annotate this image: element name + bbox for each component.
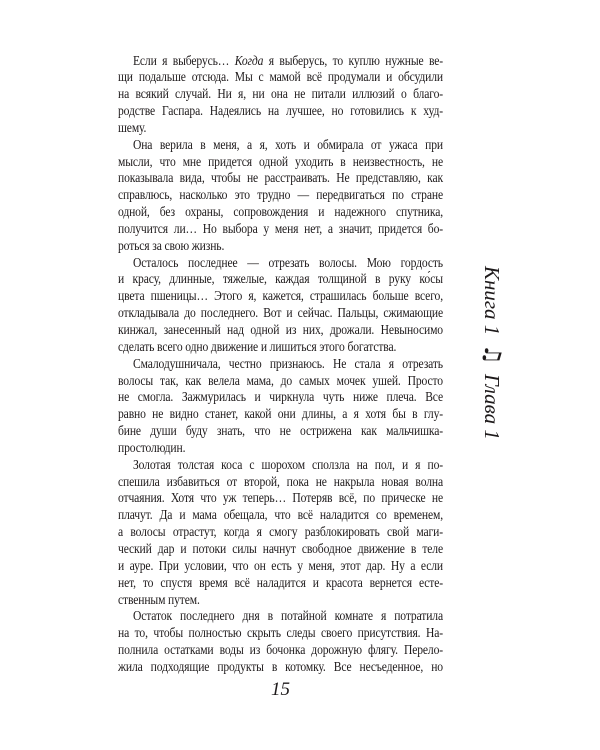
text-line: Она верила в меня, а я, хоть и обмирала от ужаса при — [132, 136, 443, 152]
text-line: а волосы отрастут, когда я смогу разблокировать свой маги- — [118, 524, 443, 540]
text-line: кинжал, занесенный над одной из них, дрожали. Невыносимо — [118, 322, 443, 337]
text-line: цвета пшеницы… Этого я, кажется, страшилась больше всего, — [118, 288, 443, 304]
music-note-icon — [480, 344, 504, 365]
text-block — [118, 53, 443, 676]
paragraph-6 — [118, 608, 443, 675]
text-line: плачут. Да и мама обещала, что всё наладится со временем, — [118, 507, 443, 523]
text-line: роться за свою жизнь. — [118, 237, 225, 253]
text-line: и ауре. При условии, что он есть у меня, этот дар. Ну а если — [118, 557, 443, 573]
text-line: получится ли… Но выбора у меня нет, а значит, придется бо- — [118, 220, 443, 236]
paragraph-3 — [118, 255, 443, 356]
page-number: 15 — [271, 679, 290, 700]
text-line: равно не видно станет, какой они длины, а я хотя бы в глу- — [118, 406, 443, 422]
text-line: мысли, что мне придется одной уходить в неизвестность, не — [118, 153, 443, 169]
text-line: нет, то спустя время всё наладится и красота вернется есте- — [118, 574, 443, 590]
text-line — [118, 53, 443, 70]
text-line: и красу, длинные, тяжелые, каждая толщиной в руку ко́сы — [118, 271, 443, 287]
text-line: шему. — [118, 119, 147, 135]
text-line: откладывала до последнего. Вот и сейчас. Пальцы, сжимающие — [118, 305, 443, 321]
text-line: щи подальше отсюда. Мы с мамой всё продумали и обсудили — [118, 69, 443, 85]
text-line: жила подходящие продукты в котомку. Все несъеденное, но — [118, 658, 443, 674]
text-line: Осталось последнее — отрезать волосы. Мою гордость — [132, 254, 443, 270]
text-span: Если я выберусь… — [132, 52, 235, 68]
text-line: бине души буду знать, что не острижена как мальчишка- — [118, 423, 443, 439]
text-line: ческий дар и потоки силы начнут свободное движение в теле — [118, 540, 443, 556]
running-header — [480, 266, 504, 440]
text-line: на всякий случай. Ни я, ни она не питали иллюзий о благо- — [118, 86, 443, 102]
paragraph-2 — [118, 137, 443, 255]
text-line: Смалодушничала, честно признаюсь. Не стала я отрезать — [132, 355, 443, 371]
paragraph-1 — [118, 53, 443, 137]
text-line: Золотая толстая коса с шорохом сползла на пол, и я по- — [132, 456, 443, 472]
text-span: я выберусь, то куплю нужные ве- — [263, 52, 443, 68]
text-line: справлюсь, насколько это трудно — передвигаться по стране — [118, 187, 443, 203]
text-line: ственным путем. — [118, 591, 200, 607]
emphasized-word: Когда — [234, 52, 264, 68]
paragraph-5 — [118, 457, 443, 609]
text-line: полнила остатками воды из бочонка дорожную флягу. Перело- — [118, 642, 443, 658]
text-line: отчаяния. Хотя что уж теперь… Потеряв всё, по прическе не — [118, 490, 443, 506]
text-line: на то, чтобы полностью скрыть следы своего присутствия. На- — [118, 625, 443, 641]
text-line: волосы так, как велела мама, до самых мочек ушей. Просто — [118, 372, 443, 388]
text-line: Остаток последнего дня в потайной комнате я потратила — [132, 608, 443, 624]
running-header-book: Книга 1 — [480, 266, 504, 336]
text-line: спешила избавиться от второй, пока не накрыла новая волна — [118, 473, 443, 489]
text-line: простолюдин. — [118, 439, 186, 455]
text-line: родстве Гаспара. Надеялись на лучшее, но готовились к худ- — [118, 103, 443, 119]
text-line: не смогла. Зажмурилась и чиркнула чуть ниже плеча. Все — [118, 389, 443, 405]
running-header-chapter: Глава 1 — [480, 373, 504, 440]
text-line: одной, без охраны, сопровождения и надежного спутника, — [118, 204, 443, 220]
text-line: сделать всего одно движение и лишиться этого богатства. — [118, 338, 397, 354]
text-line: показывала вида, чтобы не расстраивать. Не представляю, как — [118, 170, 443, 186]
paragraph-4 — [118, 356, 443, 457]
